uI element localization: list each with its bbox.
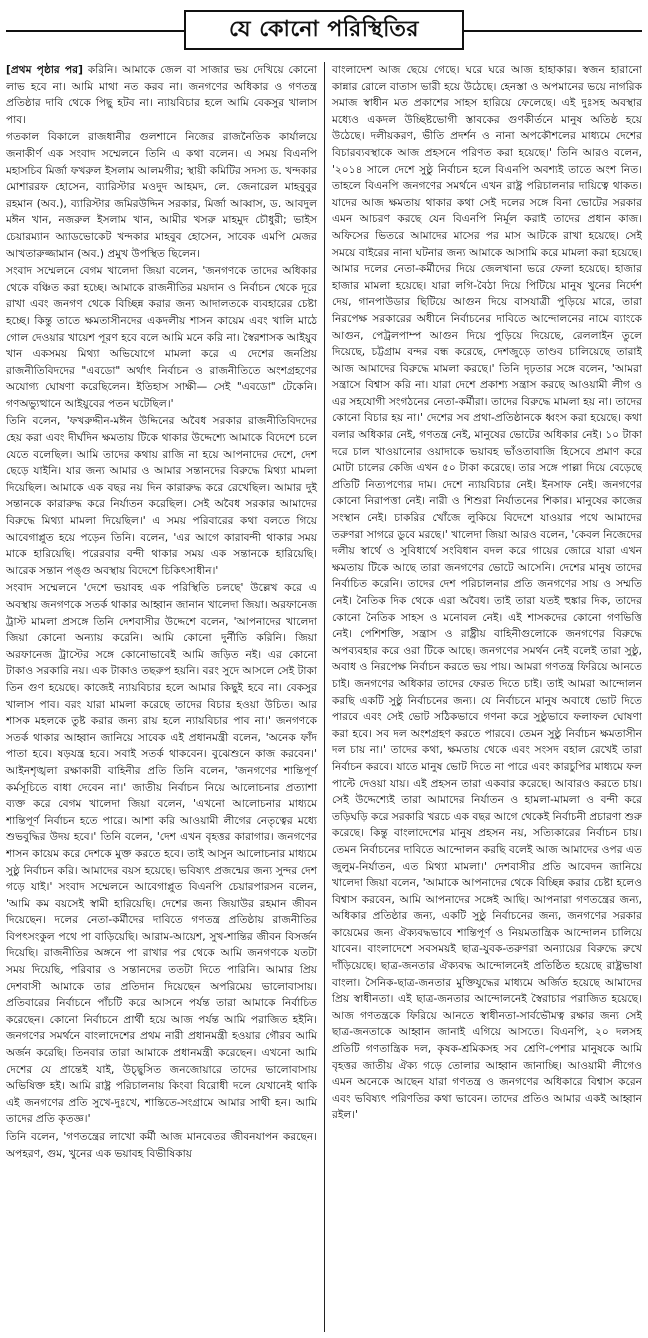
paragraph-2: গতকাল বিকালে রাজধানীর গুলশানে নিজের রাজনৈতিক কার্যালয়ে জনাকীর্ণ এক সংবাদ সম্মেলনে তিনি এ কথা বলেন। এ সময় বিএনপি মহাসচিব মির্জা ফখরুল ইসলাম আলমগীর; স্থায়ী কমিটির সদস্য ড. খন্দকার মোশাররফ হোসেন, ব্যারিস্টার মওদুদ আহমদ, লে. জেনারেল মাহবুবুর রহমান (অব.), ব্যারিস্টার জমিরউদ্দিন সরকার, মির্জা আব্বাস, ড. আবদুল মঈন খান, নজরুল ইসলাম খান, আমীর খসরু মাহমুদ চৌধুরী; ভাইস চেয়ারম্যান অ্যাডভোকেট খন্দকার মাহবুব হোসেন, সাবেক এমপি মেজর আখতারুজ্জামান (অব.) প্রমুখ উপস্থিত ছিলেন। <box>6 131 317 260</box>
paragraph-3: সংবাদ সম্মেলনে বেগম খালেদা জিয়া বলেন, 'জনগণকে তাদের অধিকার থেকে বঞ্চিত করা হচ্ছে। আমাকে রাজনীতির ময়দান ও নির্বাচন থেকে দূরে রাখা এবং জনগণ থেকে বিচ্ছিন্ন করার জন্য আদালতকে ব্যবহারের চেষ্টা হচ্ছে। কিন্তু তাতে ক্ষমতাসীনদের একদলীয় শাসন কায়েম এবং খালি মাঠে গোল দেওয়ার খায়েশ পূরণ হবে বলে আমি মনে করি না। স্বৈরশাসক আইয়ুব খান একসময় মিথ্যা অভিযোগে মামলা করে এ দেশের জনপ্রিয় রাজনীতিবিদদের "এবডো" অর্থাৎ নির্বাচন ও রাজনীতিতে অংশগ্রহণের অযোগ্য ঘোষণা করেছিলেন। ইতিহাস সাক্ষী— সেই "এবডো" টেকেনি। গণঅভ্যুত্থানে আইয়ুবের পতন ঘটেছিল।' <box>6 265 317 410</box>
headline: যে কোনো পরিস্থিতির <box>228 17 420 42</box>
paragraph-5: সংবাদ সম্মেলনে 'দেশে ভয়াবহ এক পরিস্থিতি চলছে' উল্লেখ করে এ অবস্থায় জনগণকে সতর্ক থাকার আহ্বান জানান খালেদা জিয়া। অরফানেজ ট্রাস্ট মামলা প্রসঙ্গে তিনি দেশবাসীর উদ্দেশে বলেন, 'আপনাদের খালেদা জিয়া কোনো অন্যায় করেনি। আমি কোনো দুর্নীতি করিনি। জিয়া অরফানেজ ট্রাস্টের সঙ্গে কোনোভাবেই আমি জড়িত নই। এর কোনো টাকাও সরকারি নয়। এক টাকাও তছরুপ হয়নি। বরং সুদে আসলে সেই টাকা তিন গুণ হয়েছে। কাজেই ন্যায়বিচার হলে আমার কিছুই হবে না। বেকসুর খালাস পাব। বরং যারা মামলা করেছে তাদের বিচার হওয়া উচিত। আর শাসক মহলকে তুষ্ট করার জন্য রায় হলে ন্যায়বিচার পাব না।' জনগণকে সতর্ক থাকার আহ্বান জানিয়ে সাবেক এই প্রধানমন্ত্রী বলেন, 'অনেক ফাঁদ পাতা হবে। ষড়যন্ত্র হবে। সবাই সতর্ক থাকবেন। বুঝেশুনে কাজ করবেন।' আইনশৃঙ্খলা রক্ষাকারী বাহিনীর প্রতি তিনি বলেন, 'জনগণের শান্তিপূর্ণ কর্মসূচিতে বাধা দেবেন না।' জাতীয় নির্বাচন নিয়ে আলোচনার প্রত্যাশা ব্যক্ত করে বেগম খালেদা জিয়া বলেন, 'এখনো আলোচনার মাধ্যমে শান্তিপূর্ণ নির্বাচন হতে পারে। আশা করি আওয়ামী লীগের নেতৃত্বের মধ্যে শুভবুদ্ধির উদয় হবে।' তিনি বলেন, 'দেশ এখন বৃহত্তর কারাগার। জনগণের শাসন কায়েম করে দেশকে মুক্ত করতে হবে। তাই আসুন আলোচনার মাধ্যমে সুষ্ঠু নির্বাচন করি। আমাদের বয়স হয়েছে। ভবিষ্যৎ প্রজন্মের জন্য সুন্দর দেশ গড়ে যাই।' সংবাদ সম্মেলনে আবেগাপ্লুত বিএনপি চেয়ারপারসন বলেন, 'আমি কম বয়সেই স্বামী হারিয়েছি। দেশের জন্য জিয়াউর রহমান জীবন দিয়েছেন। দলের নেতা-কর্মীদের দাবিতে গণতন্ত্র প্রতিষ্ঠায় রাজনীতির বিপৎসংকুল পথে পা বাড়িয়েছি। আরাম-আয়েশ, সুখ-শান্তির জীবন বিসর্জন দিয়েছি। রাজনীতির অঙ্গনে পা রাখার পর থেকে আমি জনগণকে যতটা সময় দিয়েছি, পরিবার ও সন্তানদের ততটা দিতে পারিনি। আমার প্রিয় দেশবাসী আমাকে তার প্রতিদান দিয়েছেন অপরিমেয় ভালোবাসায়। প্রতিবারের নির্বাচনে পাঁচটি করে আসনে পর্যন্ত তারা আমাকে নির্বাচিত করেছেন। কোনো নির্বাচনে প্রার্থী হয়ে আজ পর্যন্ত আমি পরাজিত হইনি। জনগণের সমর্থনে বাংলাদেশের প্রথম নারী প্রধানমন্ত্রী হওয়ার গৌরব আমি অর্জন করেছি। তিনবার তারা আমাকে প্রধানমন্ত্রী করেছেন। এখনো আমি দেশের যে প্রান্তেই যাই, উচ্ছ্বসিত জনজোয়ারে তাদের ভালোবাসায় অভিষিক্ত হই। আমি রাষ্ট্র পরিচালনায় কিংবা বিরোধী দলে যেখানেই থাকি এই জনগণের প্রতি সুখে-দুঃখে, শান্তিতে-সংগ্রামে আমার সাথী হন। আমি তাদের প্রতি কৃতজ্ঞ।' <box>6 582 317 1126</box>
paragraph-4: তিনি বলেন, 'ফখরুদ্দীন-মঈন উদ্দিনের অবৈধ সরকার রাজনীতিবিদদের হেয় করা এবং দীর্ঘদিন ক্ষমতায় টিকে থাকার উদ্দেশ্যে আমাকে বিদেশে চলে যেতে বলেছিল। আমি তাদের কথায় রাজি না হয়ে আপনাদের দেশে, দেশ ছেড়ে যাইনি। যার জন্য আমার ও আমার সন্তানদের বিরুদ্ধে মিথ্যা মামলা দিয়েছিল। আমাকে এক বছর নয় দিন কারারুদ্ধ করে রেখেছিল। আমার দুই সন্তানকে কারারুদ্ধ করে নির্যাতন করেছিল। সেই অবৈধ সরকার আমাদের বিরুদ্ধে মিথ্যা মামলা দিয়েছিল।' এ সময় পরিবারের কথা বলতে গিয়ে আবেগাপ্লুত হয়ে পড়েন তিনি। বলেন, 'এর আগে কারাবন্দী থাকার সময় মাকে হারিয়েছি। পরেরবার বন্দী থাকার সময় এক সন্তানকে হারিয়েছি। আরেক সন্তান পঙ্গু অবস্থায় বিদেশে চিকিৎসাধীন।' <box>6 415 317 577</box>
newspaper-page <box>6 6 642 1332</box>
article-columns <box>6 62 642 1332</box>
right-column <box>324 62 642 1332</box>
left-column <box>6 62 324 1332</box>
headline-box <box>184 10 464 50</box>
continued-tag: [প্রথম পৃষ্ঠার পর] <box>6 64 83 76</box>
paragraph-6: তিনি বলেন, 'গণতন্ত্রের লাখো কর্মী আজ মানবেতর জীবনযাপন করছেন। অপহরণ, গুম, খুনের এক ভয়াবহ বিভীষিকায় <box>6 1131 317 1160</box>
paragraph-7: বাংলাদেশ আজ ছেয়ে গেছে। ঘরে ঘরে আজ হাহাকার। স্বজন হারানো কান্নার রোলে বাতাস ভারী হয়ে উঠেছে। হেনস্তা ও অপমানের ভয়ে নাগরিক সমাজ স্বাধীন মত প্রকাশের সাহস হারিয়ে ফেলেছে। এই দুঃসহ অবস্থার মধ্যেও একদল উচ্ছিষ্টভোগী স্তাবকের গুণকীর্তনে মানুষ অতিষ্ঠ হয়ে উঠেছে। দলীয়করণ, ভীতি প্রদর্শন ও নানা অপকৌশলের মাধ্যমে দেশের বিচারব্যবস্থাকে আজ প্রহসনে পরিণত করা হয়েছে।' তিনি আরও বলেন, '২০১৪ সালে দেশে সুষ্ঠু নির্বাচন হলে বিএনপি অবশ্যই তাতে অংশ নিত। তাহলে বিএনপি জনগণের সমর্থনে এখন রাষ্ট্র পরিচালনার দায়িত্বে থাকত। যাদের আজ ক্ষমতায় থাকার কথা সেই দলের সঙ্গে বিনা ভোটের সরকার এমন আচরণ করছে যেন বিএনপি নির্মূল করাই তাদের প্রধান কাজ। অফিসের ভিতরে আমাদের মাসের পর মাস আটকে রাখা হয়েছে। সেই সময়ে বাইরের নানা ঘটনার জন্য আমাকে আসামি করে মামলা করা হয়েছে। আমার দলের নেতা-কর্মীদের দিয়ে জেলখানা ভরে ফেলা হয়েছে। হাজার হাজার মামলা হয়েছে। যারা লগি-বৈঠা দিয়ে পিটিয়ে মানুষ খুনের নির্দেশ দেয়, গানপাউডার ছিটিয়ে আগুন দিয়ে বাসযাত্রী পুড়িয়ে মারে, তারা নিরপেক্ষ সরকারের অধীনে নির্বাচনের দাবিতে আন্দোলনের নামে ব্যাংকে আগুন, পেট্রলপাম্প আগুন দিয়ে পুড়িয়ে দিয়েছে, রেললাইন তুলে দিয়েছে, চট্টগ্রাম বন্দর বন্ধ করেছে, দেশজুড়ে তাণ্ডব চালিয়েছে তারাই আজ আমাদের বিরুদ্ধে মামলা করছে।' তিনি দৃঢ়তার সঙ্গে বলেন, 'আমরা সন্ত্রাসে বিশ্বাস করি না। যারা দেশে প্রকাশ্য সন্ত্রাস করছে আওয়ামী লীগ ও এর সহযোগী সংগঠনের নেতা-কর্মীরা। তাদের বিরুদ্ধে মামলা হয় না। তাদের কোনো বিচার হয় না।' দেশের সব প্রথা-প্রতিষ্ঠানকে ধ্বংস করা হয়েছে। কথা বলার অধিকার নেই, গণতন্ত্র নেই, মানুষের ভোটের অধিকার নেই। ১০ টাকা দরে চাল খাওয়ানোর ওয়াদাকে ভয়াবহ ভাঁওতাবাজি হিসেবে প্রমাণ করে মোটা চালের কেজি এখন ৫০ টাকা করেছে। তার সঙ্গে পাল্লা দিয়ে বেড়েছে প্রতিটি নিত্যপণ্যের দাম। দেশে ন্যায়বিচার নেই। ইনসাফ নেই। জনগণের কোনো নিরাপত্তা নেই। নারী ও শিশুরা নির্যাতনের শিকার। মানুষের কাজের সংস্থান নেই। চাকরির খোঁজে লুকিয়ে বিদেশে যাওয়ার পথে আমাদের তরুণরা সাগরে ডুবে মরছে।' খালেদা জিয়া আরও বলেন, 'কেবল নিজেদের দলীয় স্বার্থে ও সুবিধার্থে সংবিধান বদল করে গায়ের জোরে যারা এখন ক্ষমতায় টিকে আছে তারা জনগণের ভোটে আসেনি। দেশের মানুষ তাদের নির্বাচিত করেনি। তাদের দেশ পরিচালনার প্রতি জনগণের সায় ও সম্মতি নেই। নৈতিক দিক থেকে এরা অবৈধ। তাই তারা যতই হুঙ্কার দিক, তাদের কোনো নৈতিক সাহস ও মনোবল নেই। এই শাসকদের কোনো গণভিত্তি নেই। পেশিশক্তি, সন্ত্রাস ও রাষ্ট্রীয় বাহিনীগুলোকে জনগণের বিরুদ্ধে অপব্যবহার করে ওরা টিকে আছে। জনগণের সমর্থন নেই বলেই তারা সুষ্ঠু, অবাধ ও নিরপেক্ষ নির্বাচন করতে ভয় পায়। আমরা গণতন্ত্র ফিরিয়ে আনতে চাই। জনগণের অধিকার তাদের ফেরত দিতে চাই। তাই আমরা আন্দোলন করছি একটি সুষ্ঠু নির্বাচনের জন্য। যে নির্বাচনে মানুষ অবাধে ভোট দিতে পারবে এবং সেই ভোট সঠিকভাবে গণনা করে সুষ্ঠুভাবে ফলাফল ঘোষণা করা হবে। সব দল অংশগ্রহণ করতে পারবে। তেমন সুষ্ঠু নির্বাচন ক্ষমতাসীন দল চায় না।' তাদের কথা, ক্ষমতায় থেকে এবং সংসদ বহাল রেখেই তারা নির্বাচন করবে। যাতে মানুষ ভোট দিতে না পারে এবং কারচুপির মাধ্যমে ফল পাল্টে দেওয়া যায়। এই প্রহসন তারা একবার করেছে। আবারও করতে চায়। সেই উদ্দেশ্যেই তারা আমাদের নির্যাতন ও হামলা-মামলা ও বন্দী করে তড়িঘড়ি করে সরকারি খরচে এক বছর আগে থেকেই নির্বাচনী প্রচারণা শুরু করেছে। কিন্তু বাংলাদেশের মানুষ প্রহসন নয়, সত্যিকারের নির্বাচন চায়। তেমন নির্বাচনের দাবিতে আন্দোলন করছি বলেই আজ আমাদের ওপর এত জুলুম-নির্যাতন, এত মিথ্যা মামলা।' দেশবাসীর প্রতি আবেদন জানিয়ে খালেদা জিয়া বলেন, 'আমাকে আপনাদের থেকে বিচ্ছিন্ন করার চেষ্টা হলেও বিশ্বাস করবেন, আমি আপনাদের সঙ্গেই আছি। আপনারা গণতন্ত্রের জন্য, অধিকার প্রতিষ্ঠার জন্য, একটি সুষ্ঠু নির্বাচনের জন্য, জনগণের সরকার কায়েমের জন্য ঐক্যবদ্ধভাবে শান্তিপূর্ণ ও নিয়মতান্ত্রিক আন্দোলন চালিয়ে যাবেন। বাংলাদেশে সবসময়ই ছাত্র-যুবক-তরুণরা অন্যায়ের বিরুদ্ধে রুখে দাঁড়িয়েছে। ছাত্র-জনতার ঐক্যবদ্ধ আন্দোলনেই প্রতিষ্ঠিত হয়েছে রাষ্ট্রভাষা বাংলা। সৈনিক-ছাত্র-জনতার মুক্তিযুদ্ধের মাধ্যমে অর্জিত হয়েছে আমাদের প্রিয় স্বাধীনতা। এই ছাত্র-জনতার আন্দোলনেই স্বৈরাচার পরাজিত হয়েছে। আজ গণতন্ত্রকে ফিরিয়ে আনতে স্বাধীনতা-সার্বভৌমত্ব রক্ষার জন্য সেই ছাত্র-জনতাকে আহ্বান জানাই এগিয়ে আসতে। বিএনপি, ২০ দলসহ প্রতিটি গণতান্ত্রিক দল, কৃষক-শ্রমিকসহ সব শ্রেণি-পেশার মানুষকে আমি বৃহত্তর জাতীয় ঐক্য গড়ে তোলার আহ্বান জানাচ্ছি। আওয়ামী লীগেও এমন অনেকে আছেন যারা গণতন্ত্র ও জনগণের অধিকারে বিশ্বাস করেন এবং ভবিষ্যৎ পরিণতির কথা ভাবেন। তাদের প্রতিও আমার একই আহ্বান রইল।' <box>332 64 642 1122</box>
paragraph-1: [প্রথম পৃষ্ঠার পর] করিনি। আমাকে জেল বা সাজার ভয় দেখিয়ে কোনো লাভ হবে না। আমি মাথা নত করব না। জনগণের অধিকার ও গণতন্ত্র প্রতিষ্ঠার দাবি থেকে পিছু হটব না। ন্যায়বিচার হলে আমি বেকসুর খালাস পাব। <box>6 64 317 126</box>
